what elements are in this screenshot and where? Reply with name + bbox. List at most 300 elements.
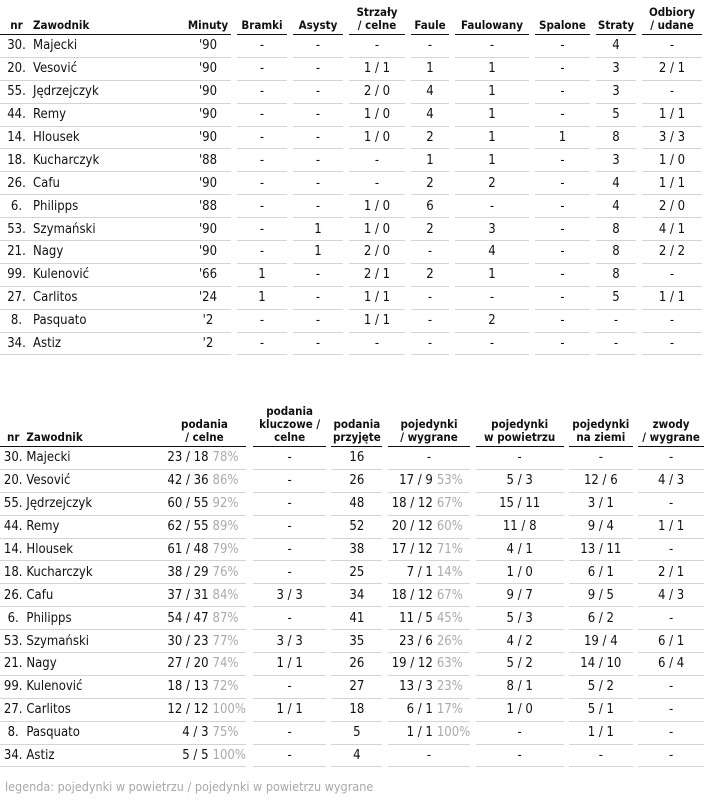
cell-fouled: - bbox=[455, 287, 529, 310]
table-row bbox=[0, 127, 702, 150]
cell-player: Kucharczyk bbox=[26, 561, 163, 584]
cell-air-duels: 1 / 0 bbox=[476, 561, 564, 584]
cell-shots: 1 / 1 bbox=[349, 287, 405, 310]
cell-goals: 1 bbox=[237, 287, 287, 310]
cell-fouls: 2 bbox=[411, 264, 449, 287]
cell-player: Pasquato bbox=[26, 722, 163, 745]
cell-nr: 99. bbox=[0, 264, 33, 287]
cell-fouls: - bbox=[411, 287, 449, 310]
cell-duels: 11 / 5 bbox=[388, 607, 433, 630]
cell-assists: - bbox=[293, 104, 343, 127]
cell-assists: - bbox=[293, 333, 343, 356]
table-row bbox=[0, 653, 704, 676]
table-row bbox=[0, 676, 704, 699]
cell-shots: - bbox=[349, 172, 405, 195]
cell-passes-pct: 87% bbox=[209, 607, 246, 630]
cell-fouls: 4 bbox=[411, 81, 449, 104]
cell-duels-pct: 67% bbox=[433, 493, 470, 516]
cell-passes-pct: 76% bbox=[209, 561, 246, 584]
col-header-nr: nr bbox=[0, 405, 26, 447]
cell-goals: - bbox=[237, 218, 287, 241]
cell-duels-pct: 60% bbox=[433, 516, 470, 539]
cell-minutes: '90 bbox=[185, 241, 231, 264]
cell-offside: - bbox=[535, 241, 590, 264]
table-row bbox=[0, 264, 702, 287]
table-row bbox=[0, 447, 704, 470]
cell-player: Pasquato bbox=[33, 310, 185, 333]
cell-shots: 2 / 0 bbox=[349, 241, 405, 264]
cell-shots: - bbox=[349, 333, 405, 356]
cell-air-duels: - bbox=[476, 745, 564, 768]
table-row bbox=[0, 745, 704, 768]
col-header-ground-duels: pojedynki na ziemi bbox=[569, 405, 632, 447]
table-row bbox=[0, 630, 704, 653]
cell-offside: - bbox=[535, 81, 590, 104]
cell-offside: - bbox=[535, 172, 590, 195]
cell-fouls: 2 bbox=[411, 172, 449, 195]
cell-player: Jędrzejczyk bbox=[33, 81, 185, 104]
cell-key-passes: - bbox=[253, 561, 326, 584]
cell-nr: 55. bbox=[0, 493, 26, 516]
cell-passes-pct: 92% bbox=[209, 493, 246, 516]
cell-minutes: '90 bbox=[185, 104, 231, 127]
cell-assists: - bbox=[293, 58, 343, 81]
cell-goals: - bbox=[237, 310, 287, 333]
cell-nr: 6. bbox=[0, 195, 33, 218]
cell-dribbles: 6 / 4 bbox=[638, 653, 704, 676]
cell-dribbles: - bbox=[638, 607, 704, 630]
cell-offside: - bbox=[535, 104, 590, 127]
cell-recoveries: - bbox=[642, 81, 702, 104]
cell-passes: 5 / 5 bbox=[163, 745, 209, 768]
cell-passes-pct: 89% bbox=[209, 516, 246, 539]
cell-duels: 17 / 9 bbox=[388, 470, 433, 493]
cell-minutes: '88 bbox=[185, 149, 231, 172]
cell-minutes: '88 bbox=[185, 195, 231, 218]
cell-duels: 19 / 12 bbox=[388, 653, 433, 676]
cell-dribbles: 2 / 1 bbox=[638, 561, 704, 584]
cell-duels: - bbox=[388, 447, 470, 470]
table-row bbox=[0, 310, 702, 333]
table-row bbox=[0, 218, 702, 241]
cell-passes: 18 / 13 bbox=[163, 676, 209, 699]
cell-player: Jędrzejczyk bbox=[26, 493, 163, 516]
cell-assists: - bbox=[293, 264, 343, 287]
cell-losses: 8 bbox=[596, 218, 636, 241]
cell-player: Remy bbox=[26, 516, 163, 539]
cell-losses: - bbox=[596, 333, 636, 356]
cell-player: Majecki bbox=[33, 35, 185, 58]
cell-air-duels: - bbox=[476, 447, 564, 470]
cell-shots: 1 / 0 bbox=[349, 218, 405, 241]
cell-recoveries: - bbox=[642, 333, 702, 356]
cell-losses: - bbox=[596, 310, 636, 333]
cell-nr: 44. bbox=[0, 516, 26, 539]
cell-nr: 20. bbox=[0, 58, 33, 81]
cell-air-duels: - bbox=[476, 722, 564, 745]
cell-losses: 4 bbox=[596, 172, 636, 195]
cell-fouls: - bbox=[411, 35, 449, 58]
table-row bbox=[0, 287, 702, 310]
cell-recoveries: 4 / 1 bbox=[642, 218, 702, 241]
cell-nr: 34. bbox=[0, 333, 33, 356]
cell-player: Kulenović bbox=[26, 676, 163, 699]
table-row bbox=[0, 149, 702, 172]
cell-passes: 42 / 36 bbox=[163, 470, 209, 493]
cell-ground-duels: 9 / 5 bbox=[569, 584, 632, 607]
cell-shots: 1 / 1 bbox=[349, 58, 405, 81]
cell-fouled: 1 bbox=[455, 81, 529, 104]
cell-fouled: - bbox=[455, 333, 529, 356]
cell-offside: - bbox=[535, 35, 590, 58]
cell-received: 52 bbox=[331, 516, 382, 539]
cell-minutes: '90 bbox=[185, 81, 231, 104]
cell-fouls: - bbox=[411, 333, 449, 356]
cell-air-duels: 5 / 2 bbox=[476, 653, 564, 676]
cell-fouled: 2 bbox=[455, 172, 529, 195]
cell-passes: 4 / 3 bbox=[163, 722, 209, 745]
cell-dribbles: - bbox=[638, 493, 704, 516]
col-header-minutes: Minuty bbox=[185, 6, 231, 35]
cell-received: 26 bbox=[331, 470, 382, 493]
col-header-air-duels: pojedynki w powietrzu bbox=[476, 405, 564, 447]
cell-minutes: '66 bbox=[185, 264, 231, 287]
cell-received: 35 bbox=[331, 630, 382, 653]
cell-goals: - bbox=[237, 149, 287, 172]
table-row bbox=[0, 333, 702, 356]
cell-received: 27 bbox=[331, 676, 382, 699]
cell-dribbles: 4 / 3 bbox=[638, 584, 704, 607]
cell-player: Vesović bbox=[33, 58, 185, 81]
cell-passes-pct: 100% bbox=[209, 745, 246, 768]
cell-air-duels: 8 / 1 bbox=[476, 676, 564, 699]
col-header-player: Zawodnik bbox=[33, 6, 185, 35]
cell-received: 4 bbox=[331, 745, 382, 768]
cell-nr: 21. bbox=[0, 241, 33, 264]
cell-player: Philipps bbox=[26, 607, 163, 630]
cell-passes: 60 / 55 bbox=[163, 493, 209, 516]
cell-assists: - bbox=[293, 195, 343, 218]
cell-recoveries: - bbox=[642, 35, 702, 58]
passing-duels-table bbox=[0, 405, 704, 767]
cell-received: 18 bbox=[331, 699, 382, 722]
cell-fouled: 3 bbox=[455, 218, 529, 241]
cell-nr: 27. bbox=[0, 287, 33, 310]
table-row bbox=[0, 607, 704, 630]
cell-air-duels: 15 / 11 bbox=[476, 493, 564, 516]
cell-duels-pct: 26% bbox=[433, 630, 470, 653]
cell-minutes: '24 bbox=[185, 287, 231, 310]
cell-minutes: '90 bbox=[185, 58, 231, 81]
cell-player: Kucharczyk bbox=[33, 149, 185, 172]
table-row bbox=[0, 58, 702, 81]
cell-key-passes: - bbox=[253, 745, 326, 768]
cell-received: 26 bbox=[331, 653, 382, 676]
cell-minutes: '90 bbox=[185, 172, 231, 195]
cell-duels: 7 / 1 bbox=[388, 561, 433, 584]
cell-recoveries: 1 / 1 bbox=[642, 287, 702, 310]
cell-duels-pct: 100% bbox=[433, 722, 470, 745]
cell-dribbles: 6 / 1 bbox=[638, 630, 704, 653]
cell-player: Majecki bbox=[26, 447, 163, 470]
cell-fouls: - bbox=[411, 241, 449, 264]
cell-losses: 5 bbox=[596, 104, 636, 127]
cell-duels-pct: 23% bbox=[433, 676, 470, 699]
table-row bbox=[0, 584, 704, 607]
cell-nr: 6. bbox=[0, 607, 26, 630]
cell-key-passes: - bbox=[253, 516, 326, 539]
table-header-row bbox=[0, 405, 704, 447]
cell-passes: 27 / 20 bbox=[163, 653, 209, 676]
cell-losses: 5 bbox=[596, 287, 636, 310]
cell-ground-duels: 13 / 11 bbox=[569, 539, 632, 562]
cell-duels: 6 / 1 bbox=[388, 699, 433, 722]
col-header-nr: nr bbox=[0, 6, 33, 35]
cell-passes: 61 / 48 bbox=[163, 539, 209, 562]
cell-player: Szymański bbox=[33, 218, 185, 241]
col-header-fouled: Faulowany bbox=[455, 6, 529, 35]
cell-fouled: 1 bbox=[455, 104, 529, 127]
cell-duels: 18 / 12 bbox=[388, 584, 433, 607]
cell-passes: 30 / 23 bbox=[163, 630, 209, 653]
cell-nr: 8. bbox=[0, 310, 33, 333]
col-header-key-passes: podania kluczowe / celne bbox=[253, 405, 326, 447]
table-row bbox=[0, 539, 704, 562]
cell-passes-pct: 86% bbox=[209, 470, 246, 493]
cell-fouls: 1 bbox=[411, 58, 449, 81]
cell-air-duels: 5 / 3 bbox=[476, 470, 564, 493]
cell-duels-pct: 71% bbox=[433, 539, 470, 562]
cell-passes-pct: 75% bbox=[209, 722, 246, 745]
cell-player: Kulenović bbox=[33, 264, 185, 287]
cell-player: Cafu bbox=[26, 584, 163, 607]
cell-goals: 1 bbox=[237, 264, 287, 287]
table-row bbox=[0, 104, 702, 127]
cell-offside: - bbox=[535, 287, 590, 310]
cell-assists: - bbox=[293, 172, 343, 195]
table-row bbox=[0, 722, 704, 745]
cell-recoveries: - bbox=[642, 264, 702, 287]
cell-recoveries: 1 / 0 bbox=[642, 149, 702, 172]
cell-passes-pct: 77% bbox=[209, 630, 246, 653]
cell-nr: 18. bbox=[0, 149, 33, 172]
col-header-passes: podania / celne bbox=[163, 405, 246, 447]
col-header-goals: Bramki bbox=[237, 6, 287, 35]
match-stats-table bbox=[0, 6, 702, 355]
cell-nr: 26. bbox=[0, 172, 33, 195]
col-header-fouls: Faule bbox=[411, 6, 449, 35]
cell-key-passes: - bbox=[253, 607, 326, 630]
cell-player: Astiz bbox=[33, 333, 185, 356]
cell-key-passes: - bbox=[253, 722, 326, 745]
cell-player: Astiz bbox=[26, 745, 163, 768]
cell-shots: 1 / 0 bbox=[349, 127, 405, 150]
cell-key-passes: - bbox=[253, 539, 326, 562]
cell-dribbles: - bbox=[638, 722, 704, 745]
cell-passes: 37 / 31 bbox=[163, 584, 209, 607]
cell-nr: 8. bbox=[0, 722, 26, 745]
cell-offside: - bbox=[535, 195, 590, 218]
cell-ground-duels: 5 / 1 bbox=[569, 699, 632, 722]
cell-dribbles: - bbox=[638, 447, 704, 470]
cell-player: Vesović bbox=[26, 470, 163, 493]
cell-received: 16 bbox=[331, 447, 382, 470]
cell-passes-pct: 84% bbox=[209, 584, 246, 607]
cell-duels: 23 / 6 bbox=[388, 630, 433, 653]
cell-minutes: '90 bbox=[185, 218, 231, 241]
cell-ground-duels: - bbox=[569, 745, 632, 768]
cell-passes: 38 / 29 bbox=[163, 561, 209, 584]
cell-shots: 2 / 1 bbox=[349, 264, 405, 287]
cell-nr: 53. bbox=[0, 630, 26, 653]
cell-assists: - bbox=[293, 127, 343, 150]
cell-fouled: - bbox=[455, 35, 529, 58]
col-header-losses: Straty bbox=[596, 6, 636, 35]
cell-duels: 17 / 12 bbox=[388, 539, 433, 562]
cell-duels-pct: 14% bbox=[433, 561, 470, 584]
cell-nr: 34. bbox=[0, 745, 26, 768]
cell-goals: - bbox=[237, 241, 287, 264]
cell-passes: 54 / 47 bbox=[163, 607, 209, 630]
cell-losses: 8 bbox=[596, 241, 636, 264]
cell-minutes: '2 bbox=[185, 333, 231, 356]
cell-received: 41 bbox=[331, 607, 382, 630]
cell-goals: - bbox=[237, 333, 287, 356]
cell-passes-pct: 79% bbox=[209, 539, 246, 562]
cell-offside: - bbox=[535, 333, 590, 356]
cell-duels: 1 / 1 bbox=[388, 722, 433, 745]
cell-ground-duels: 14 / 10 bbox=[569, 653, 632, 676]
cell-passes: 12 / 12 bbox=[163, 699, 209, 722]
cell-recoveries: 2 / 0 bbox=[642, 195, 702, 218]
col-header-player: Zawodnik bbox=[26, 405, 163, 447]
cell-assists: - bbox=[293, 81, 343, 104]
cell-assists: - bbox=[293, 287, 343, 310]
table-row bbox=[0, 35, 702, 58]
cell-goals: - bbox=[237, 35, 287, 58]
cell-fouled: 4 bbox=[455, 241, 529, 264]
cell-losses: 3 bbox=[596, 58, 636, 81]
cell-minutes: '2 bbox=[185, 310, 231, 333]
cell-recoveries: 1 / 1 bbox=[642, 104, 702, 127]
cell-goals: - bbox=[237, 81, 287, 104]
table-header-row bbox=[0, 6, 702, 35]
col-header-duels: pojedynki / wygrane bbox=[388, 405, 470, 447]
cell-shots: 1 / 0 bbox=[349, 195, 405, 218]
cell-losses: 3 bbox=[596, 149, 636, 172]
cell-fouled: 1 bbox=[455, 127, 529, 150]
cell-key-passes: - bbox=[253, 470, 326, 493]
cell-goals: - bbox=[237, 127, 287, 150]
cell-player: Carlitos bbox=[33, 287, 185, 310]
cell-passes-pct: 74% bbox=[209, 653, 246, 676]
cell-air-duels: 4 / 2 bbox=[476, 630, 564, 653]
col-header-dribbles: zwody / wygrane bbox=[638, 405, 704, 447]
cell-nr: 14. bbox=[0, 539, 26, 562]
cell-duels: - bbox=[388, 745, 470, 768]
table-row bbox=[0, 699, 704, 722]
cell-air-duels: 5 / 3 bbox=[476, 607, 564, 630]
cell-nr: 20. bbox=[0, 470, 26, 493]
cell-losses: 8 bbox=[596, 127, 636, 150]
cell-recoveries: - bbox=[642, 310, 702, 333]
cell-passes: 23 / 18 bbox=[163, 447, 209, 470]
legend-note: legenda: pojedynki w powietrzu / pojedynki w powietrzu wygrane bbox=[5, 779, 374, 794]
cell-nr: 44. bbox=[0, 104, 33, 127]
cell-air-duels: 1 / 0 bbox=[476, 699, 564, 722]
table-row bbox=[0, 241, 702, 264]
cell-duels: 13 / 3 bbox=[388, 676, 433, 699]
cell-air-duels: 4 / 1 bbox=[476, 539, 564, 562]
cell-player: Nagy bbox=[33, 241, 185, 264]
cell-assists: - bbox=[293, 35, 343, 58]
cell-dribbles: 1 / 1 bbox=[638, 516, 704, 539]
cell-fouled: - bbox=[455, 195, 529, 218]
cell-offside: 1 bbox=[535, 127, 590, 150]
cell-ground-duels: 9 / 4 bbox=[569, 516, 632, 539]
cell-received: 48 bbox=[331, 493, 382, 516]
cell-player: Hlousek bbox=[26, 539, 163, 562]
cell-ground-duels: 12 / 6 bbox=[569, 470, 632, 493]
cell-nr: 18. bbox=[0, 561, 26, 584]
cell-duels: 20 / 12 bbox=[388, 516, 433, 539]
cell-losses: 4 bbox=[596, 195, 636, 218]
cell-received: 34 bbox=[331, 584, 382, 607]
cell-ground-duels: 6 / 1 bbox=[569, 561, 632, 584]
cell-fouled: 1 bbox=[455, 149, 529, 172]
cell-duels-pct: 63% bbox=[433, 653, 470, 676]
col-header-shots: Strzały / celne bbox=[349, 6, 405, 35]
cell-goals: - bbox=[237, 104, 287, 127]
table-row bbox=[0, 516, 704, 539]
cell-goals: - bbox=[237, 195, 287, 218]
table-row bbox=[0, 493, 704, 516]
cell-nr: 14. bbox=[0, 127, 33, 150]
cell-duels-pct: 17% bbox=[433, 699, 470, 722]
cell-losses: 4 bbox=[596, 35, 636, 58]
cell-fouled: 2 bbox=[455, 310, 529, 333]
cell-minutes: '90 bbox=[185, 127, 231, 150]
cell-assists: 1 bbox=[293, 218, 343, 241]
cell-player: Cafu bbox=[33, 172, 185, 195]
col-header-assists: Asysty bbox=[293, 6, 343, 35]
cell-nr: 99. bbox=[0, 676, 26, 699]
table-row bbox=[0, 470, 704, 493]
cell-air-duels: 11 / 8 bbox=[476, 516, 564, 539]
cell-key-passes: 1 / 1 bbox=[253, 699, 326, 722]
cell-player: Hlousek bbox=[33, 127, 185, 150]
cell-dribbles: - bbox=[638, 539, 704, 562]
table-row bbox=[0, 81, 702, 104]
cell-offside: - bbox=[535, 218, 590, 241]
table-row bbox=[0, 172, 702, 195]
cell-offside: - bbox=[535, 310, 590, 333]
cell-received: 38 bbox=[331, 539, 382, 562]
cell-goals: - bbox=[237, 172, 287, 195]
cell-fouled: 1 bbox=[455, 264, 529, 287]
cell-nr: 30. bbox=[0, 35, 33, 58]
cell-passes-pct: 78% bbox=[209, 447, 246, 470]
cell-nr: 21. bbox=[0, 653, 26, 676]
cell-passes-pct: 100% bbox=[209, 699, 246, 722]
table-row bbox=[0, 195, 702, 218]
cell-player: Remy bbox=[33, 104, 185, 127]
cell-fouls: 1 bbox=[411, 149, 449, 172]
cell-player: Philipps bbox=[33, 195, 185, 218]
cell-key-passes: - bbox=[253, 676, 326, 699]
cell-key-passes: 1 / 1 bbox=[253, 653, 326, 676]
cell-nr: 55. bbox=[0, 81, 33, 104]
